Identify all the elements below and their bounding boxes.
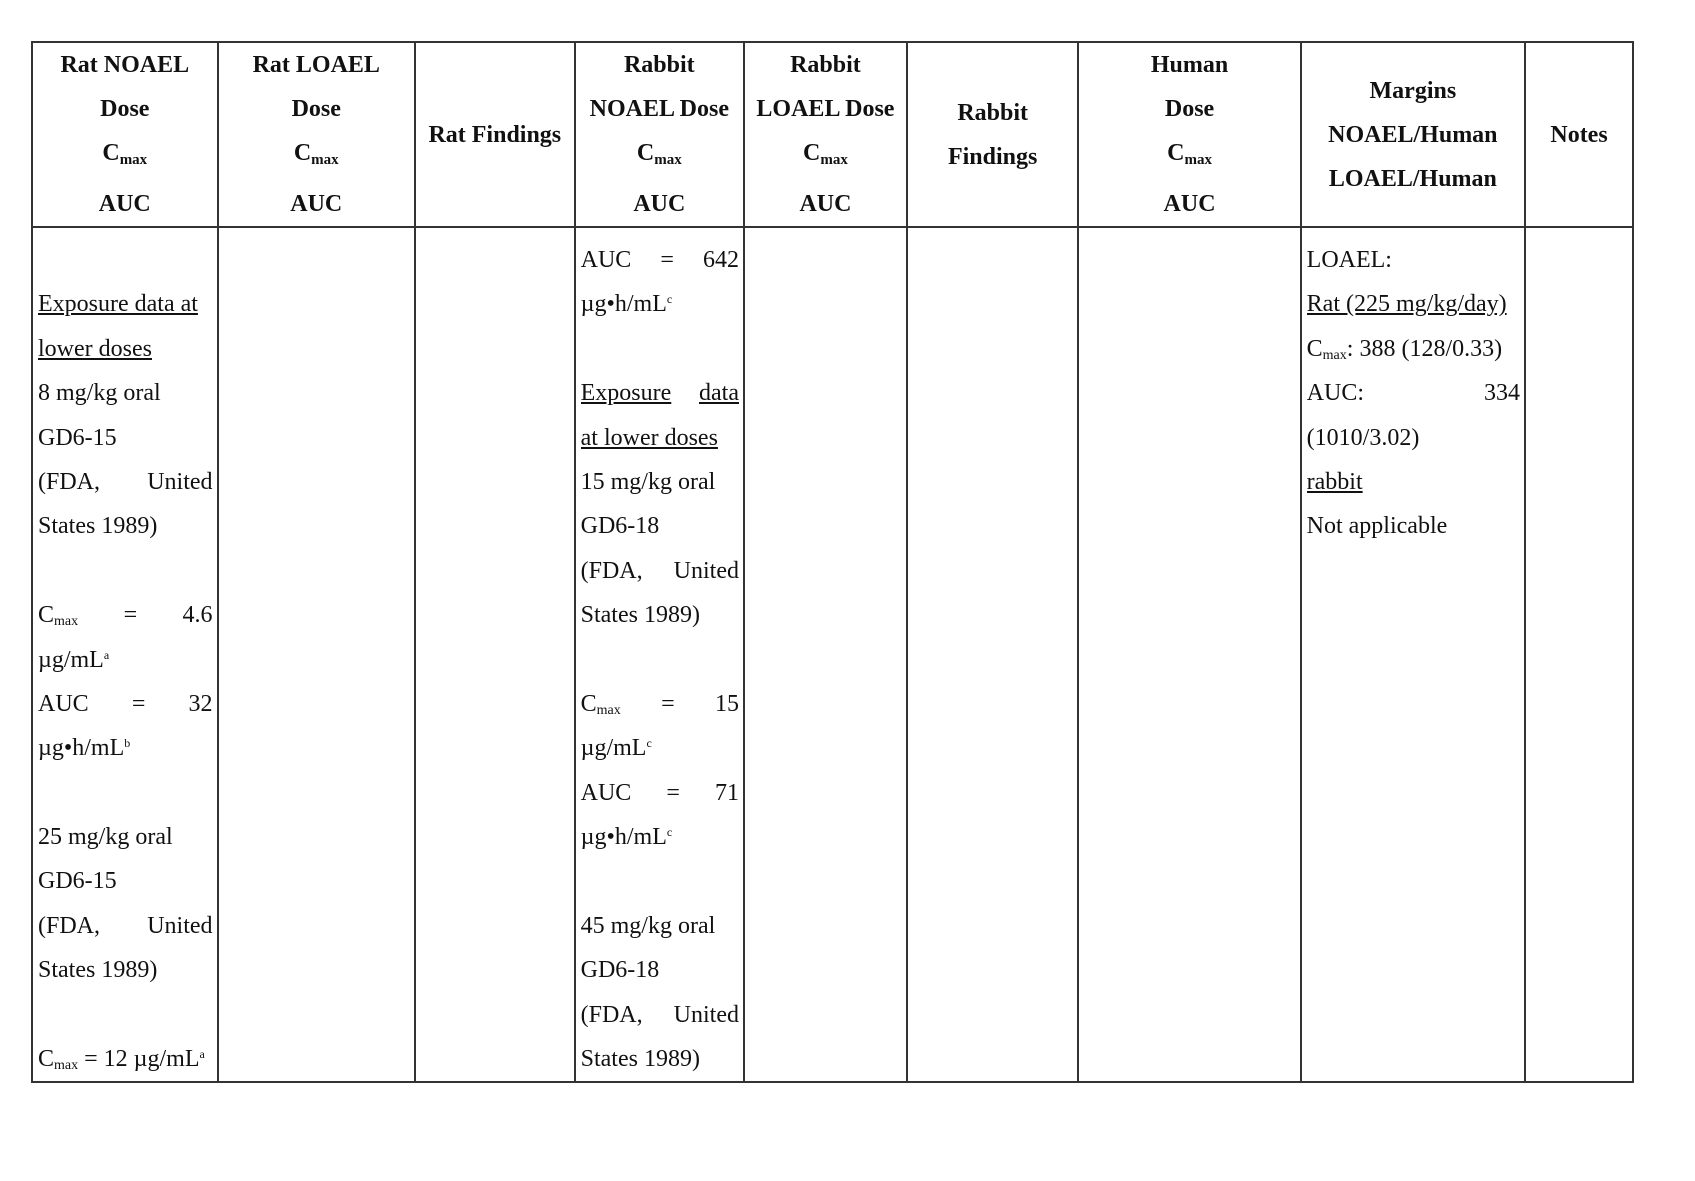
cell-group — [38, 904, 100, 948]
cell-text: 32 — [188, 690, 213, 717]
cell-text: = — [123, 602, 138, 629]
cell-text: (FDA, — [38, 912, 101, 939]
header-rat-loael — [218, 42, 415, 227]
cell-text: GD6-15 — [38, 424, 117, 451]
superscript-text: b — [124, 736, 131, 751]
cell-line — [38, 682, 213, 726]
cell-group — [147, 460, 212, 504]
cell-group — [1484, 371, 1520, 415]
cell-line — [38, 1037, 213, 1081]
cell-line — [581, 238, 739, 282]
header-margins — [1301, 42, 1525, 227]
cell-line — [581, 282, 739, 326]
header-subscript: max — [654, 152, 682, 168]
cell-line — [581, 460, 739, 504]
cell-text: Not applicable — [1306, 513, 1448, 540]
cell-text: = — [660, 247, 674, 273]
cell-text: States 1989) — [38, 957, 158, 984]
header-line: Cmax — [636, 140, 682, 168]
cell-text: rabbit — [1306, 468, 1363, 495]
cell-text: States 1989) — [38, 513, 158, 540]
cell-rabbit-findings — [907, 227, 1079, 1082]
cell-text: 15 mg/kg oral — [580, 468, 716, 495]
header-line: Rat NOAEL — [60, 52, 190, 78]
table-row — [32, 227, 1633, 1082]
cell-line — [38, 815, 213, 859]
cell-line — [38, 371, 213, 415]
cell-text: Rat (225 mg/kg/day) — [1306, 291, 1507, 318]
cell-group — [581, 993, 643, 1037]
header-rat-noael — [32, 42, 218, 227]
header-subscript: max — [119, 152, 148, 168]
cell-group — [660, 238, 674, 282]
header-line: Dose — [291, 96, 341, 122]
header-line: Margins — [1369, 77, 1457, 104]
cell-rabbit-noael — [575, 227, 744, 1082]
cell-line — [581, 549, 739, 593]
cell-text: GD6-18 — [580, 957, 660, 984]
header-line: Dose — [1164, 96, 1215, 122]
cell-text: = — [131, 690, 146, 717]
header-line: AUC — [799, 191, 852, 217]
cell-text: United — [673, 1001, 739, 1028]
cell-line — [38, 238, 213, 282]
cell-text: 71 — [715, 779, 739, 806]
cell-line — [38, 638, 213, 682]
cell-line — [38, 327, 213, 371]
header-notes — [1525, 42, 1633, 227]
cell-line — [581, 371, 739, 415]
cell-text: 642 — [703, 247, 739, 273]
cell-rat-findings — [415, 227, 575, 1082]
header-line: NOAEL Dose — [589, 96, 729, 122]
data-table — [31, 41, 1634, 1074]
cell-notes — [1525, 227, 1633, 1082]
superscript-text: a — [103, 647, 110, 662]
cell-margins — [1301, 227, 1525, 1082]
cell-group — [674, 549, 739, 593]
cell-rabbit-loael — [744, 227, 907, 1082]
header-line: Cmax — [102, 140, 148, 168]
header-line: AUC — [98, 191, 151, 217]
cell-group — [581, 371, 672, 415]
cell-text: United — [147, 468, 213, 495]
cell-group — [1307, 371, 1364, 415]
cell-line — [581, 904, 739, 948]
cell-line — [1307, 238, 1520, 282]
cell-text: µg•h/mL — [580, 824, 667, 851]
cell-text: µg/mL — [38, 646, 104, 673]
header-line: Rat LOAEL — [252, 52, 380, 78]
cell-line — [1307, 282, 1520, 326]
cell-group — [132, 682, 146, 726]
cell-line — [1307, 460, 1520, 504]
cell-line — [38, 460, 213, 504]
cell-text: C — [38, 1046, 55, 1073]
cell-group — [715, 682, 739, 726]
cell-text: C — [38, 602, 55, 629]
cell-text: = — [666, 779, 680, 806]
cell-text: 45 mg/kg oral — [580, 912, 716, 939]
cell-group — [38, 682, 89, 726]
header-line: Rabbit — [623, 52, 695, 78]
cell-line — [581, 638, 739, 682]
cell-line — [38, 504, 213, 548]
cell-text: data — [699, 380, 739, 407]
cell-text: : 388 (128/0.33) — [1346, 335, 1503, 362]
superscript-text: c — [646, 736, 652, 751]
cell-line — [581, 504, 739, 548]
header-line: Rabbit — [957, 99, 1028, 126]
header-line: Dose — [100, 96, 150, 122]
header-line: Rabbit — [790, 52, 861, 78]
header-rabbit-loael — [744, 42, 907, 227]
cell-group — [38, 593, 78, 637]
cell-line — [38, 416, 213, 460]
header-subscript: max — [820, 152, 848, 168]
cell-text: C — [580, 690, 597, 717]
cell-rat-loael — [218, 227, 415, 1082]
cell-group — [581, 771, 632, 815]
cell-text: 25 mg/kg oral — [38, 824, 173, 851]
header-line: Human — [1150, 52, 1229, 78]
cell-text: States 1989) — [580, 602, 700, 629]
superscript-text: a — [199, 1047, 205, 1062]
subscript-text: max — [596, 702, 621, 718]
cell-text: United — [147, 912, 213, 939]
header-line: LOAEL Dose — [756, 96, 895, 122]
header-line: AUC — [290, 191, 343, 217]
header-line: Cmax — [1167, 140, 1212, 168]
cell-group — [124, 593, 138, 637]
header-line: AUC — [1163, 191, 1216, 217]
cell-group — [703, 238, 739, 282]
cell-text: Exposure data at — [38, 291, 198, 318]
cell-text: United — [673, 557, 739, 584]
header-rabbit-findings — [907, 42, 1079, 227]
cell-line — [581, 948, 739, 992]
cell-group — [581, 682, 621, 726]
cell-line — [1307, 371, 1520, 415]
subscript-text: max — [1322, 347, 1347, 363]
cell-group — [38, 460, 100, 504]
cell-line — [38, 904, 213, 948]
header-subscript: max — [1184, 152, 1212, 168]
header-row — [32, 42, 1633, 227]
cell-line — [38, 549, 213, 593]
cell-text: GD6-18 — [580, 513, 660, 540]
cell-line — [38, 859, 213, 903]
header-rabbit-noael — [575, 42, 744, 227]
header-rat-findings — [415, 42, 575, 227]
header-line: Notes — [1550, 121, 1608, 148]
cell-text: LOAEL: — [1306, 247, 1392, 273]
cell-line — [581, 682, 739, 726]
cell-text: (FDA, — [580, 557, 643, 584]
cell-group — [661, 682, 675, 726]
cell-text: AUC: — [1306, 380, 1364, 407]
header-subscript: max — [311, 152, 339, 168]
cell-text: GD6-15 — [38, 868, 117, 895]
cell-line — [581, 815, 739, 859]
cell-group — [183, 593, 213, 637]
cell-text: AUC — [580, 779, 632, 806]
cell-line — [581, 993, 739, 1037]
cell-text: AUC — [38, 690, 89, 717]
cell-text: µg•h/mL — [580, 291, 667, 318]
cell-text: C — [1306, 335, 1323, 362]
cell-line — [1307, 504, 1520, 548]
cell-line — [1307, 327, 1520, 371]
cell-group — [147, 904, 212, 948]
header-line: Rat Findings — [428, 121, 562, 148]
header-line: AUC — [633, 191, 686, 217]
cell-line — [581, 416, 739, 460]
cell-group — [581, 238, 632, 282]
cell-line — [38, 948, 213, 992]
subscript-text: max — [54, 1058, 79, 1074]
header-line: NOAEL/Human — [1328, 121, 1498, 148]
cell-line — [581, 327, 739, 371]
cell-line — [38, 993, 213, 1037]
cell-text: States 1989) — [580, 1046, 700, 1073]
subscript-text: max — [54, 614, 79, 630]
cell-text: = — [661, 690, 675, 717]
cell-line — [581, 726, 739, 770]
cell-line — [581, 771, 739, 815]
cell-text: (1010/3.02) — [1306, 424, 1420, 451]
cell-text: AUC — [580, 247, 632, 273]
cell-text: 15 — [714, 690, 739, 717]
cell-text: lower doses — [38, 335, 152, 362]
cell-line — [1307, 416, 1520, 460]
cell-text: at lower doses — [580, 424, 718, 451]
cell-rat-noael — [32, 227, 218, 1082]
cell-group — [699, 371, 739, 415]
cell-text: µg/mL — [580, 735, 647, 762]
cell-group — [581, 549, 643, 593]
cell-group — [189, 682, 213, 726]
cell-text: (FDA, — [38, 468, 101, 495]
cell-line — [38, 771, 213, 815]
cell-group — [715, 771, 739, 815]
cell-group — [666, 771, 680, 815]
cell-text: 334 — [1484, 380, 1521, 407]
header-line: Cmax — [803, 140, 848, 168]
header-human-dose — [1078, 42, 1300, 227]
cell-text: µg•h/mL — [38, 735, 125, 762]
cell-text: 8 mg/kg oral — [38, 380, 161, 407]
cell-line — [38, 593, 213, 637]
cell-line — [581, 859, 739, 903]
cell-line — [38, 282, 213, 326]
cell-text: 4.6 — [182, 602, 213, 629]
cell-line — [581, 1037, 739, 1081]
cell-human-dose — [1078, 227, 1300, 1082]
header-line: Cmax — [293, 140, 339, 168]
header-line: Findings — [947, 143, 1038, 170]
superscript-text: c — [666, 825, 673, 840]
cell-line — [581, 593, 739, 637]
cell-group — [674, 993, 739, 1037]
header-line: LOAEL/Human — [1328, 165, 1497, 192]
cell-text: = 12 µg/mL — [78, 1046, 200, 1073]
cell-text: Exposure — [580, 380, 672, 407]
superscript-text: c — [666, 292, 673, 307]
cell-text: (FDA, — [580, 1001, 643, 1028]
cell-line — [38, 726, 213, 770]
